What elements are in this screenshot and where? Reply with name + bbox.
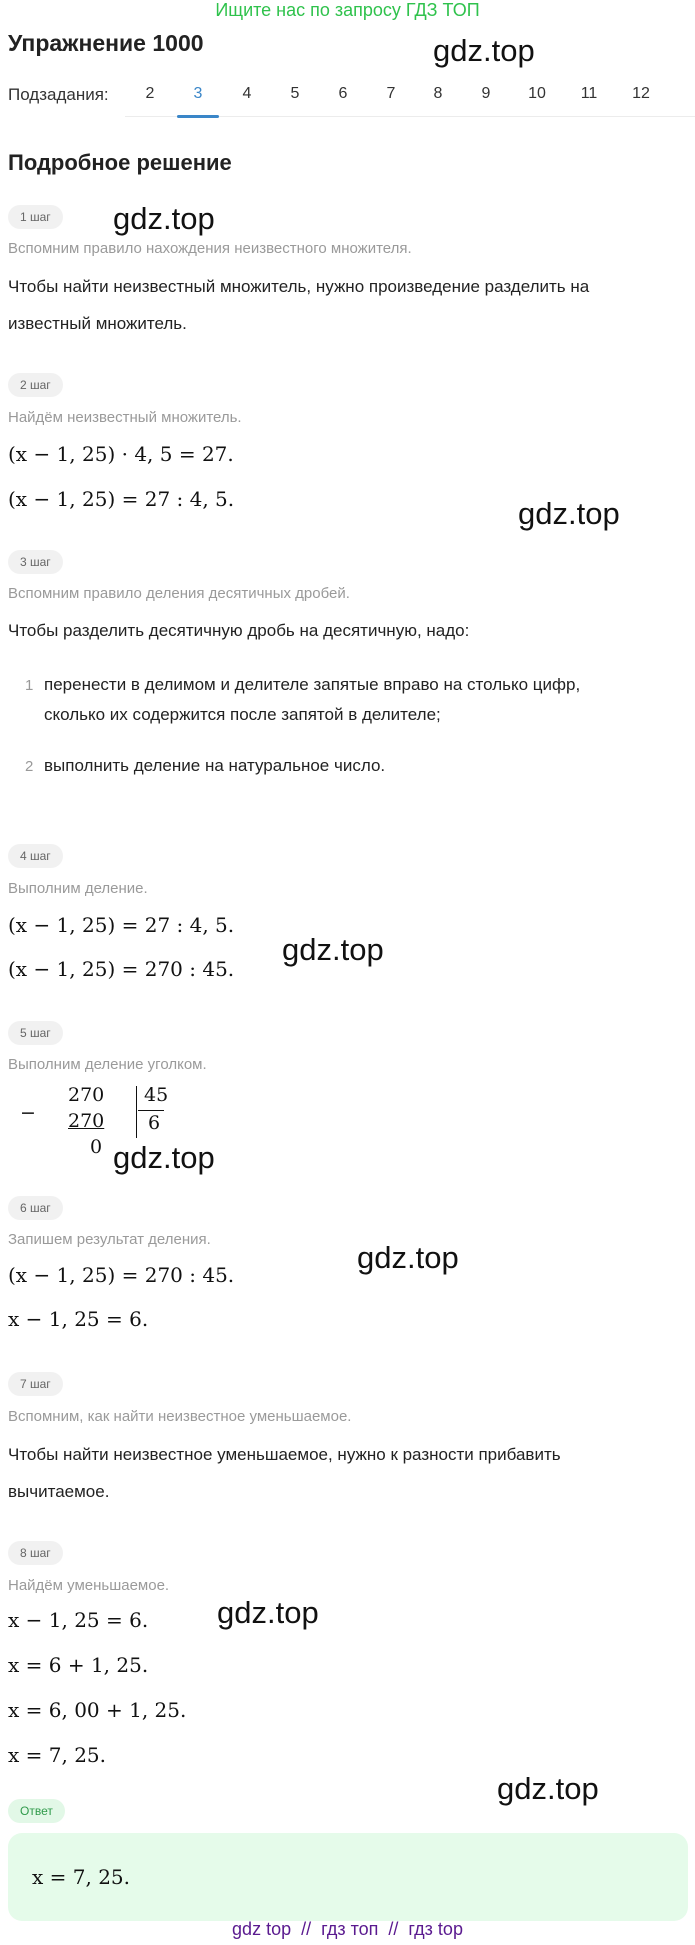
- step-hint-6: Запишем результат деления.: [8, 1231, 211, 1248]
- step-badge-6: 6 шаг: [8, 1196, 63, 1220]
- step-hint-3: Вспомним правило деления десятичных дробей.: [8, 585, 350, 602]
- division-subtrahend: 270: [68, 1110, 105, 1132]
- answer-math: x = 7, 25.: [32, 1865, 130, 1889]
- step-math-8-2: x = 6 + 1, 25.: [8, 1653, 149, 1677]
- step-badge-8: 8 шаг: [8, 1541, 63, 1565]
- step-badge-5: 5 шаг: [8, 1021, 63, 1045]
- step-hint-1: Вспомним правило нахождения неизвестного множителя.: [8, 240, 412, 257]
- step-badge-7: 7 шаг: [8, 1372, 63, 1396]
- step-hint-2: Найдём неизвестный множитель.: [8, 409, 242, 426]
- step-badge-1: 1 шаг: [8, 205, 63, 229]
- top-banner[interactable]: Ищите нас по запросу ГДЗ ТОП: [215, 0, 480, 20]
- step-text-1: Чтобы найти неизвестный множитель, нужно произведение разделить на известный множитель.: [8, 277, 590, 333]
- answer-box: [8, 1833, 688, 1921]
- subtasks-label: Подзадания:: [8, 85, 109, 104]
- division-minus: −: [20, 1102, 36, 1124]
- page-title: Упражнение 1000: [8, 30, 204, 56]
- subtasks-tabs: [125, 82, 695, 117]
- watermark: gdz.top: [217, 1595, 319, 1630]
- step-math-6-1: (x − 1, 25) = 270 : 45.: [8, 1263, 235, 1287]
- tab-subtask-2[interactable]: 2: [145, 85, 155, 102]
- tab-subtask-11[interactable]: 11: [580, 85, 598, 102]
- step-hint-4: Выполним деление.: [8, 880, 148, 897]
- division-quotient: 6: [148, 1112, 161, 1134]
- watermark: gdz.top: [357, 1240, 459, 1275]
- step-math-4-2: (x − 1, 25) = 270 : 45.: [8, 957, 235, 981]
- step-math-2-1: (x − 1, 25) · 4, 5 = 27.: [8, 442, 234, 466]
- step-hint-5: Выполним деление уголком.: [8, 1056, 207, 1073]
- division-remainder: 0: [90, 1136, 103, 1158]
- tab-subtask-10[interactable]: 10: [528, 85, 546, 102]
- division-vertical-line: [136, 1086, 137, 1138]
- step-math-8-3: x = 6, 00 + 1, 25.: [8, 1698, 187, 1722]
- step-hint-8: Найдём уменьшаемое.: [8, 1577, 170, 1594]
- list-item-number-1: 1: [25, 677, 34, 694]
- tab-subtask-3[interactable]: 3: [193, 85, 203, 102]
- step-math-8-4: x = 7, 25.: [8, 1743, 106, 1767]
- tab-subtask-6[interactable]: 6: [338, 85, 348, 102]
- watermark: gdz.top: [433, 33, 535, 68]
- division-divisor: 45: [144, 1084, 169, 1106]
- step-math-6-2: x − 1, 25 = 6.: [8, 1307, 149, 1331]
- step-math-4-1: (x − 1, 25) = 27 : 4, 5.: [8, 913, 235, 937]
- tab-subtask-7[interactable]: 7: [386, 85, 396, 102]
- step-badge-3: 3 шаг: [8, 550, 63, 574]
- list-item-1: перенести в делимом и делителе запятые вправо на столько цифр, сколько их содержится после запятой в делителе;: [44, 675, 581, 724]
- step-math-2-2: (x − 1, 25) = 27 : 4, 5.: [8, 487, 235, 511]
- step-hint-7: Вспомним, как найти неизвестное уменьшаемое.: [8, 1408, 352, 1425]
- tab-subtask-5[interactable]: 5: [290, 85, 300, 102]
- section-title: Подробное решение: [8, 150, 232, 175]
- step-text-7: Чтобы найти неизвестное уменьшаемое, нужно к разности прибавить вычитаемое.: [8, 1445, 561, 1501]
- step-text-3: Чтобы разделить десятичную дробь на десятичную, надо:: [8, 621, 470, 640]
- division-horizontal-line: [138, 1110, 164, 1111]
- list-item-2: выполнить деление на натуральное число.: [44, 756, 386, 775]
- step-math-8-1: x − 1, 25 = 6.: [8, 1608, 149, 1632]
- watermark: gdz.top: [113, 201, 215, 236]
- watermark: gdz.top: [113, 1140, 215, 1175]
- tab-subtask-9[interactable]: 9: [481, 85, 491, 102]
- step-badge-2: 2 шаг: [8, 373, 63, 397]
- answer-badge: Ответ: [8, 1799, 65, 1823]
- tab-subtask-8[interactable]: 8: [433, 85, 443, 102]
- tab-subtask-4[interactable]: 4: [242, 85, 252, 102]
- tab-subtask-12[interactable]: 12: [632, 85, 650, 102]
- watermark: gdz.top: [518, 496, 620, 531]
- footer-links[interactable]: gdz top // гдз топ // гдз top: [232, 1919, 463, 1939]
- watermark: gdz.top: [497, 1771, 599, 1806]
- watermark: gdz.top: [282, 932, 384, 967]
- step-badge-4: 4 шаг: [8, 844, 63, 868]
- active-tab-indicator: [177, 115, 219, 118]
- list-item-number-2: 2: [25, 758, 34, 775]
- division-dividend: 270: [68, 1084, 105, 1106]
